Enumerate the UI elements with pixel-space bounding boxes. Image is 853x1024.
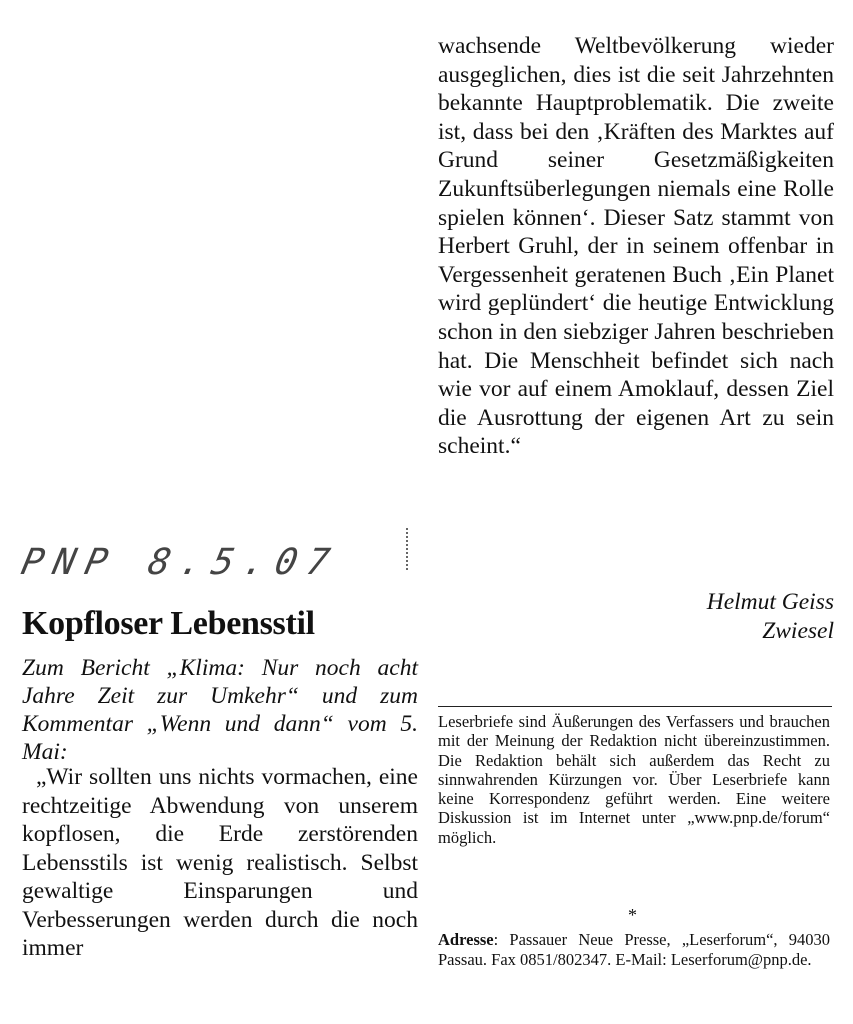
right-column — [438, 0, 834, 1024]
handwritten-date-stamp: PNP 8.5.07 — [17, 542, 344, 583]
left-column — [17, 0, 420, 1024]
scan-mark — [406, 528, 414, 570]
author-name: Helmut Geiss — [706, 589, 834, 615]
address-label: Adresse — [438, 930, 494, 949]
article-body-part-2: wachsende Weltbevölkerung wieder ausgeglichen, dies ist die seit Jahrzehnten bekannte Hauptproblematik. Die zweite ist, dass bei den ‚Kräften des Marktes auf Grund seiner Gesetzmäßigkeiten Zukunftsüberlegungen niemals eine Rolle spielen können‘. Dieser Satz stammt von Herbert Gruhl, der in seinem offenbar in Vergessenheit geratenen Buch ‚Ein Planet wird geplündert‘ die heutige Entwicklung schon in den siebziger Jahren beschrieben hat. Die Menschheit befindet sich nach wie vor auf einem Amoklauf, dessen Ziel die Ausrottung der eigenen Art zu sein scheint.“ — [438, 33, 834, 460]
separator-asterisk: * — [628, 905, 637, 925]
address-block — [438, 930, 830, 969]
article-body-part-1: „Wir sollten uns nichts vormachen, eine rechtzeitige Abwendung von unserem kopflosen, die Erde zerstörenden Lebensstils ist wenig realistisch. Selbst gewaltige Einsparungen und Verbesserungen werden durch die noch immer — [22, 764, 418, 961]
author-city: Zwiesel — [762, 618, 834, 644]
article-headline: Kopfloser Lebensstil — [22, 605, 315, 642]
address-text: : Passauer Neue Presse, „Leserforum“, 94030 Passau. Fax 0851/802347. E-Mail: Leserforum@pnp.de. — [438, 930, 830, 969]
article-intro: Zum Bericht „Klima: Nur noch acht Jahre Zeit zur Umkehr“ und zum Kommentar „Wenn und dann“ vom 5. Mai: — [22, 655, 418, 765]
reader-letters-notice: Leserbriefe sind Äußerungen des Verfassers und brauchen mit der Meinung der Redaktion nicht übereinzustimmen. Die Redaktion behält sich außerdem das Recht zu sinnwahrenden Kürzungen vor. Über Leserbriefe kann keine Korrespondenz geführt werden. Eine weitere Diskussion ist im Internet unter „www.pnp.de/forum“ möglich. — [438, 712, 830, 847]
divider-rule — [438, 706, 832, 707]
